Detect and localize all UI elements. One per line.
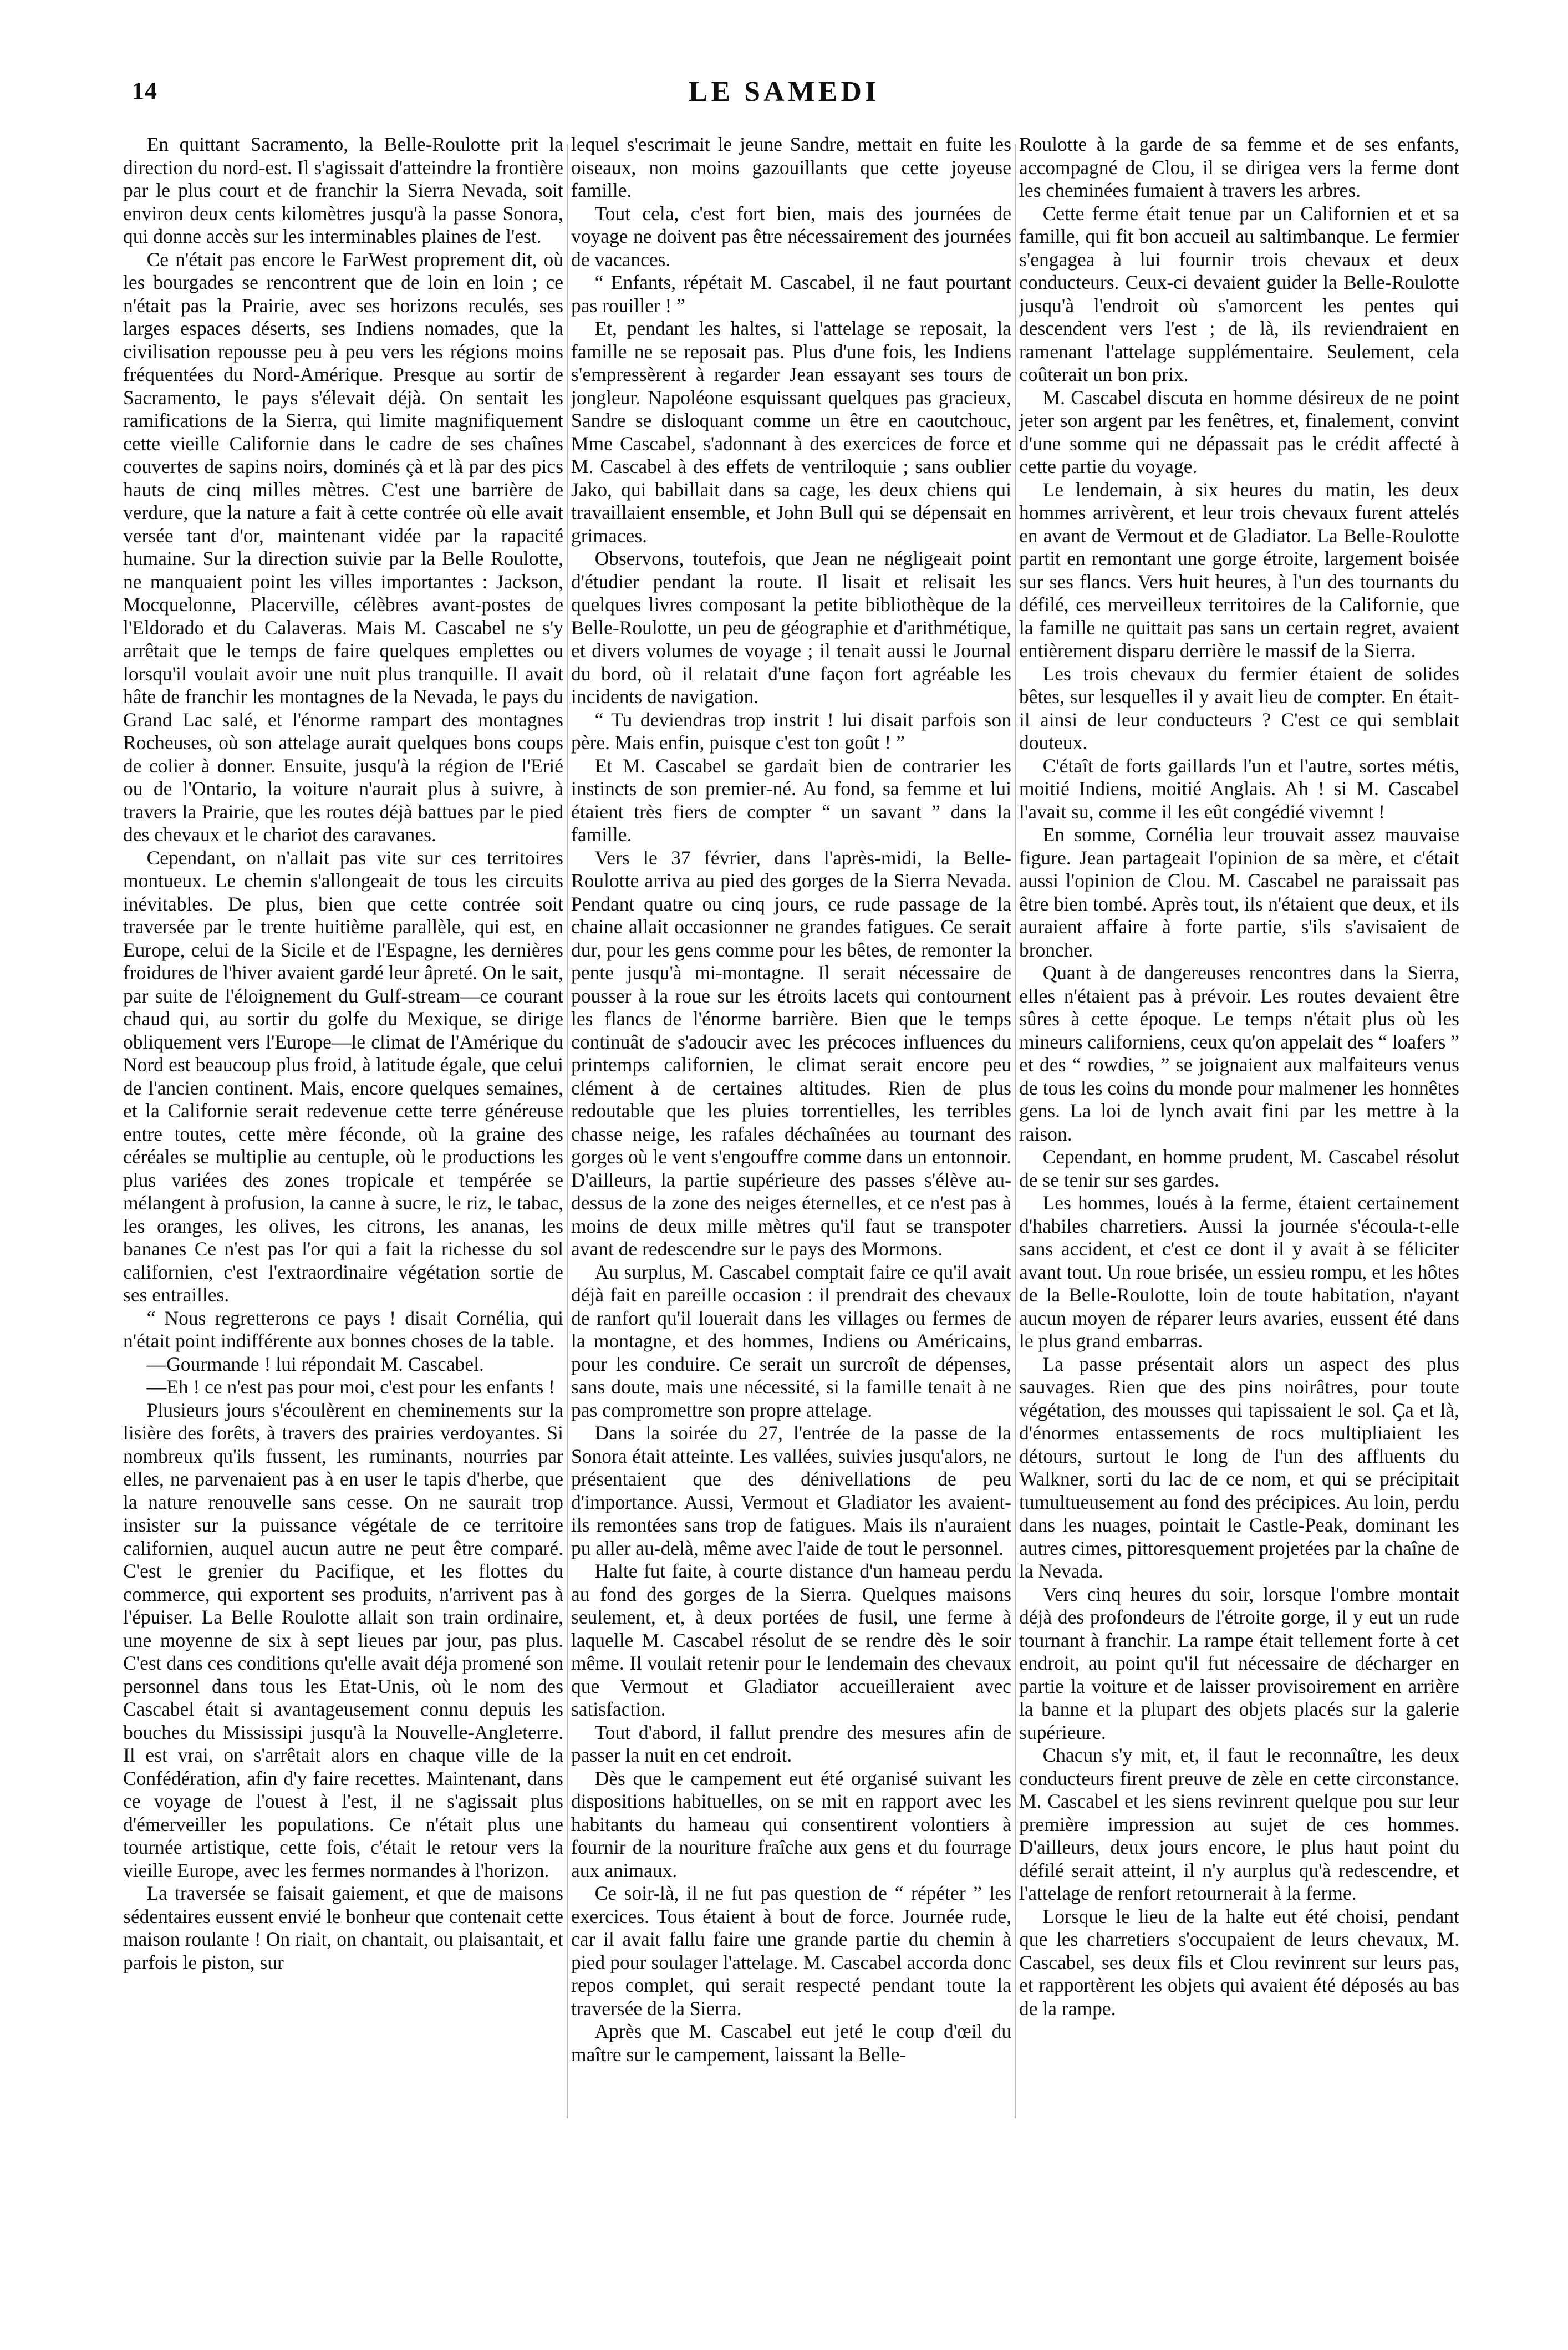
paragraph: Les trois chevaux du fermier étaient de solides bêtes, sur lesquelles il y avait lieu de compter. En était-il ainsi de leur conducteurs ? C'est ce qui semblait douteux. xyxy=(1019,662,1459,754)
paragraph: “ Tu deviendras trop instrit ! lui disait parfois son père. Mais enfin, puisque c'est ton goût ! ” xyxy=(571,708,1011,754)
text-column-2 xyxy=(571,133,1011,2066)
paragraph: La passe présentait alors un aspect des plus sauvages. Rien que des pins noirâtres, pour toute végétation, des mousses qui tapissaient le sol. Ça et là, d'énormes entassements de rocs multipliaient les détours, surtout le long de l'un des affluents du Walkner, sorti du lac de ce nom, et qui se précipitait tumultueusement au fond des précipices. Au loin, perdu dans les nuages, pointait le Castle-Peak, dominant les autres cimes, pittoresquement projetées par la chaîne de la Nevada. xyxy=(1019,1352,1459,1582)
paragraph: Dès que le campement eut été organisé suivant les dispositions habituelles, on se mit en rapport avec les habitants du hameau qui consentirent volontiers à fournir de la nouriture fraîche aux gens et du fourrage aux animaux. xyxy=(571,1767,1011,1881)
paragraph: La traversée se faisait gaiement, et que de maisons sédentaires eussent envié le bonheur que contenait cette maison roulante ! On riait, on chantait, ou plaisantait, et parfois le piston, sur xyxy=(123,1882,563,1973)
paragraph: Halte fut faite, à courte distance d'un hameau perdu au fond des gorges de la Sierra. Quelques maisons seulement, et, à deux portées de fusil, une ferme à laquelle M. Cascabel résolut de se rendre dès le soir même. Il voulait retenir pour le lendemain des chevaux que Vermout et Gladiator accueilleraient avec satisfaction. xyxy=(571,1560,1011,1720)
page-number: 14 xyxy=(132,77,157,104)
column-divider xyxy=(1015,144,1016,2118)
paragraph: Et, pendant les haltes, si l'attelage se reposait, la famille ne se reposait pas. Plus d'une fois, les Indiens s'empressèrent à regarder Jean essayant ses tours de jongleur. Napoléone esquissant quelques pas gracieux, Sandre se disloquant comme un être en caoutchouc, Mme Cascabel, s'adonnant à des exercices de force et M. Cascabel à des effets de ventriloquie ; sans oublier Jako, qui babillait dans sa cage, les deux chiens qui travaillaient ensemble, et John Bull qui se dépensait en grimaces. xyxy=(571,317,1011,547)
paragraph: Les hommes, loués à la ferme, étaient certainement d'habiles charretiers. Aussi la journée s'écoula-t-elle sans accident, et c'est ce dont il y avait à se féliciter avant tout. Un roue brisée, un essieu rompu, et les hôtes de la Belle-Roulotte, loin de toute habitation, n'ayant aucun moyen de réparer leurs avaries, eussent été dans le plus grand embarras. xyxy=(1019,1192,1459,1352)
paragraph: —Gourmande ! lui répondait M. Cascabel. xyxy=(146,1352,484,1375)
paragraph: C'étaît de forts gaillards l'un et l'autre, sortes métis, moitié Indiens, moitié Anglais. Ah ! si M. Cascabel l'avait su, comme il les eût congédié vivemnt ! xyxy=(1019,754,1459,823)
paragraph: Dans la soirée du 27, l'entrée de la passe de la Sonora était atteinte. Les vallées, suivies jusqu'alors, ne présentaient que des dénivellations de peu d'importance. Aussi, Vermout et Gladiator les avaient-ils remontées sans trop de fatigues. Mais ils n'auraient pu aller au-delà, même avec l'aide de tout le personnel. xyxy=(571,1422,1011,1559)
paragraph: lequel s'escrimait le jeune Sandre, mettait en fuite les oiseaux, non moins gazouillants que cette joyeuse famille. xyxy=(571,133,1011,201)
text-column-1 xyxy=(123,133,563,1974)
paragraph: Cette ferme était tenue par un Californien et et sa famille, qui fit bon accueil au saltimbanque. Le fermier s'engagea à lui fournir trois chevaux et deux conducteurs. Ceux-ci devaient guider la Belle-Roulotte jusqu'à l'endroit où s'amorcent les pentes qui descendent vers l'est ; de là, ils reviendraient en ramenant l'attelage supplémentaire. Seulement, cela coûterait un bon prix. xyxy=(1019,202,1459,385)
paragraph: Après que M. Cascabel eut jeté le coup d'œil du maître sur le campement, laissant la Belle- xyxy=(571,2020,1011,2066)
paragraph: Vers cinq heures du soir, lorsque l'ombre montait déjà des profondeurs de l'étroite gorge, il y eut un rude tournant à franchir. La rampe était tellement forte à cet endroit, au point qu'il fut nécessaire de décharger en partie la voiture et de laisser provisoirement en arrière la banne et la plupart des objets placés sur la galerie supérieure. xyxy=(1019,1583,1459,1743)
paragraph: En quittant Sacramento, la Belle-Roulotte prit la direction du nord-est. Il s'agissait d'atteindre la frontière par le plus court et de franchir la Sierra Nevada, soit environ deux cents kilomètres jusqu'à la passe Sonora, qui donne accès sur les interminables plaines de l'est. xyxy=(123,133,563,247)
paragraph: Ce soir-là, il ne fut pas question de “ répéter ” les exercices. Tous étaient à bout de force. Journée rude, car il avait fallu faire une grande partie du chemin à pied pour soulager l'attelage. M. Cascabel accorda donc repos complet, qui serait respecté pendant toute la traversée de la Sierra. xyxy=(571,1882,1011,2020)
paragraph: M. Cascabel discuta en homme désireux de ne point jeter son argent par les fenêtres, et, finalement, convint d'une somme qui ne dépassait pas le crédit affecté à cette partie du voyage. xyxy=(1019,386,1459,477)
paragraph: Le lendemain, à six heures du matin, les deux hommes arrivèrent, et leur trois chevaux furent attelés en avant de Vermout et de Gladiator. La Belle-Roulotte partit en remontant une gorge étroite, largement boisée sur ses flancs. Vers huit heures, à l'un des tournants du défilé, ces merveilleux territoires de la Californie, que la famille ne quittait pas sans un certain regret, avaient entièrement disparu derrière le massif de la Sierra. xyxy=(1019,478,1459,662)
running-head-title: LE SAMEDI xyxy=(688,76,880,108)
paragraph: Au surplus, M. Cascabel comptait faire ce qu'il avait déjà fait en pareille occasion : il prendrait des chevaux de ranfort qu'il louerait dans les villages ou fermes de la montagne, et des hommes, Indiens ou Américains, pour les conduire. Ce serait un surcroît de dépenses, sans doute, mais une nécessité, si la famille tenait à ne pas compromettre son propre attelage. xyxy=(571,1260,1011,1421)
paragraph: Observons, toutefois, que Jean ne négligeait point d'étudier pendant la route. Il lisait et relisait les quelques livres composant la petite bibliothèque de la Belle-Roulotte, un peu de géographie et d'arithmétique, et divers volumes de voyage ; il tenait aussi le Journal du bord, où il relatait d'une façon fort agréable les incidents de navigation. xyxy=(571,547,1011,708)
paragraph: “ Nous regretterons ce pays ! disait Cornélia, qui n'était point indifférente aux bonnes choses de la table. xyxy=(123,1306,563,1352)
paragraph: Cependant, en homme prudent, M. Cascabel résolut de se tenir sur ses gardes. xyxy=(1019,1146,1459,1191)
paragraph: Chacun s'y mit, et, il faut le reconnaître, les deux conducteurs firent preuve de zèle en cette circonstance. M. Cascabel et les siens revinrent quelque pou sur leur première impression au sujet de ces hommes. D'ailleurs, deux jours encore, le plus haut point du défilé serait atteint, il n'y aurplus qu'à redescendre, et l'attelage de renfort retournerait à la ferme. xyxy=(1019,1744,1459,1904)
paragraph: Vers le 37 février, dans l'après-midi, la Belle-Roulotte arriva au pied des gorges de la Sierra Nevada. Pendant quatre ou cinq jours, ce rude passage de la chaine allait occasionner ne grandes fatigues. Ce serait dur, pour les gens comme pour les bêtes, de remonter la pente jusqu'à mi-montagne. Il serait nécessaire de pousser à la roue sur les étroits lacets qui contournent les flancs de l'énorme barrière. Bien que le temps continuât de s'adoucir avec les précoces influences du printemps californien, le climat serait encore peu clément à de certaines altitudes. Rien de plus redoutable que les pluies torrentielles, les terribles chasse neige, les rafales déchaînées au tournant des gorges où le vent s'engouffre comme dans un entonnoir. D'ailleurs, la partie supérieure des passes s'élève au-dessus de la zone des neiges éternelles, et ce n'est pas à moins de deux mille mètres qu'il faut se transpoter avant de redescendre sur le pays des Mormons. xyxy=(571,846,1011,1260)
paragraph: Plusieurs jours s'écoulèrent en cheminements sur la lisière des forêts, à travers des prairies verdoyantes. Si nombreux qu'ils fussent, les ruminants, nourries par elles, ne parvenaient pas à en user le tapis d'herbe, que la nature renouvelle sans cesse. On ne saurait trop insister sur la puissance végétale de ce territoire californien, auquel aucun autre ne peut être comparé. C'est le grenier du Pacifique, et les flottes du commerce, qui exportent ses produits, n'arrivent pas à l'épuiser. La Belle Roulotte allait son train ordinaire, une moyenne de six à sept lieues par jour, pas plus. C'est dans ces conditions qu'elle avait déja promené son personnel dans tous les Etat-Unis, où le nom des Cascabel était si avantageusement connu depuis les bouches du Mississipi jusqu'à la Nouvelle-Angleterre. Il est vrai, on s'arrêtait alors en chaque ville de la Confédération, afin d'y faire recettes. Maintenant, dans ce voyage de l'ouest à l'est, il ne s'agissait plus d'émerveiller les populations. Ce n'était plus une tournée artistique, cette fois, c'était le retour vers la vieille Europe, avec les fermes normandes à l'horizon. xyxy=(123,1398,563,1881)
paragraph: En somme, Cornélia leur trouvait assez mauvaise figure. Jean partageait l'opinion de sa mère, et c'était aussi l'opinion de Clou. M. Cascabel ne paraissait pas être bien tombé. Après tout, ils n'étaient que deux, et ils auraient affaire à forte partie, s'ils s'avisaient de broncher. xyxy=(1019,823,1459,961)
paragraph: Tout cela, c'est fort bien, mais des journées de voyage ne doivent pas être nécessairement des journées de vacances. xyxy=(571,202,1011,271)
paragraph: Tout d'abord, il fallut prendre des mesures afin de passer la nuit en cet endroit. xyxy=(571,1721,1011,1766)
text-column-3 xyxy=(1019,133,1459,2020)
paragraph: Et M. Cascabel se gardait bien de contrarier les instincts de son premier-né. Au fond, sa femme et lui étaient très fiers de compter “ un savant ” dans la famille. xyxy=(571,754,1011,846)
paragraph: Lorsque le lieu de la halte eut été choisi, pendant que les charretiers s'occupaient de leurs chevaux, M. Cascabel, ses deux fils et Clou revinrent sur leurs pas, et rapportèrent les objets qui avaient été déposés au bas de la rampe. xyxy=(1019,1905,1459,2020)
paragraph: Cependant, on n'allait pas vite sur ces territoires montueux. Le chemin s'allongeait de tous les circuits inévitables. De plus, bien que cette contrée soit traversée par le trente huitième parallèle, qui est, en Europe, celui de la Sicile et de l'Espagne, les dernières froidures de l'hiver avaient gardé leur âpreté. On le sait, par suite de l'éloignement du Gulf-stream—ce courant chaud qui, au sortir du golfe du Mexique, se dirige obliquement vers l'Europe—le climat de l'Amérique du Nord est beaucoup plus froid, à latitude égale, que celui de l'ancien continent. Mais, encore quelques semaines, et la Californie serait redevenue cette terre généreuse entre toutes, cette mère féconde, où la graine des céréales se multiplie au centuple, où le productions les plus variées des zones tropicale et tempérée se mélangent à profusion, la canne à sucre, le riz, le tabac, les oranges, les olives, les citrons, les ananas, les bananes Ce n'est pas l'or qui a fait la richesse du sol californien, c'est l'extraordinaire végétation sortie de ses entrailles. xyxy=(123,846,563,1306)
paragraph: “ Enfants, répétait M. Cascabel, il ne faut pourtant pas rouiller ! ” xyxy=(571,271,1011,317)
paragraph: Roulotte à la garde de sa femme et de ses enfants, accompagné de Clou, il se dirigea vers la ferme dont les cheminées fumaient à travers les arbres. xyxy=(1019,133,1459,201)
paragraph: Ce n'était pas encore le FarWest proprement dit, où les bourgades se rencontrent que de loin en loin ; ce n'était pas la Prairie, avec ses horizons reculés, ses larges espaces déserts, ses Indiens nomades, que la civilisation repousse peu à peu vers les régions moins fréquentées du Nord-Amérique. Presque au sortir de Sacramento, le pays s'élevait déjà. On sentait les ramifications de la Sierra, qui limite magnifiquement cette vieille Californie dans le cadre de ses chaînes couvertes de sapins noirs, dominés çà et là par des pics hauts de cinq milles mètres. C'est une barrière de verdure, que la nature a fait à cette contrée où elle avait versée tant d'or, maintenant vidée par la rapacité humaine. Sur la direction suivie par la Belle Roulotte, ne manquaient point les villes importantes : Jackson, Mocquelonne, Placerville, célèbres avant-postes de l'Eldorado et du Calaveras. Mais M. Cascabel ne s'y arrêtait que le temps de faire quelques emplettes ou lorsqu'il voulait avoir une nuit plus tranquille. Il avait hâte de franchir les montagnes de la Nevada, le pays du Grand Lac salé, et l'énorme rampart des montagnes Rocheuses, où son attelage aurait quelques bons coups de colier à donner. Ensuite, jusqu'à la région de l'Erié ou de l'Ontario, la voiture n'aurait plus à suivre, à travers la Prairie, que les routes déjà battues par le pied des chevaux et le chariot des caravanes. xyxy=(123,248,563,846)
column-divider xyxy=(567,144,568,2118)
paragraph: —Eh ! ce n'est pas pour moi, c'est pour les enfants ! xyxy=(146,1376,555,1398)
paragraph: Quant à de dangereuses rencontres dans la Sierra, elles n'étaient pas à prévoir. Les routes devaient être sûres à cette époque. Le temps n'était plus où les mineurs californiens, ceux qu'on appelait des “ loafers ” et des “ rowdies, ” se joignaient aux malfaiteurs venus de tous les coins du monde pour malmener les honnêtes gens. La loi de lynch avait fini par les mettre à la raison. xyxy=(1019,962,1460,1145)
